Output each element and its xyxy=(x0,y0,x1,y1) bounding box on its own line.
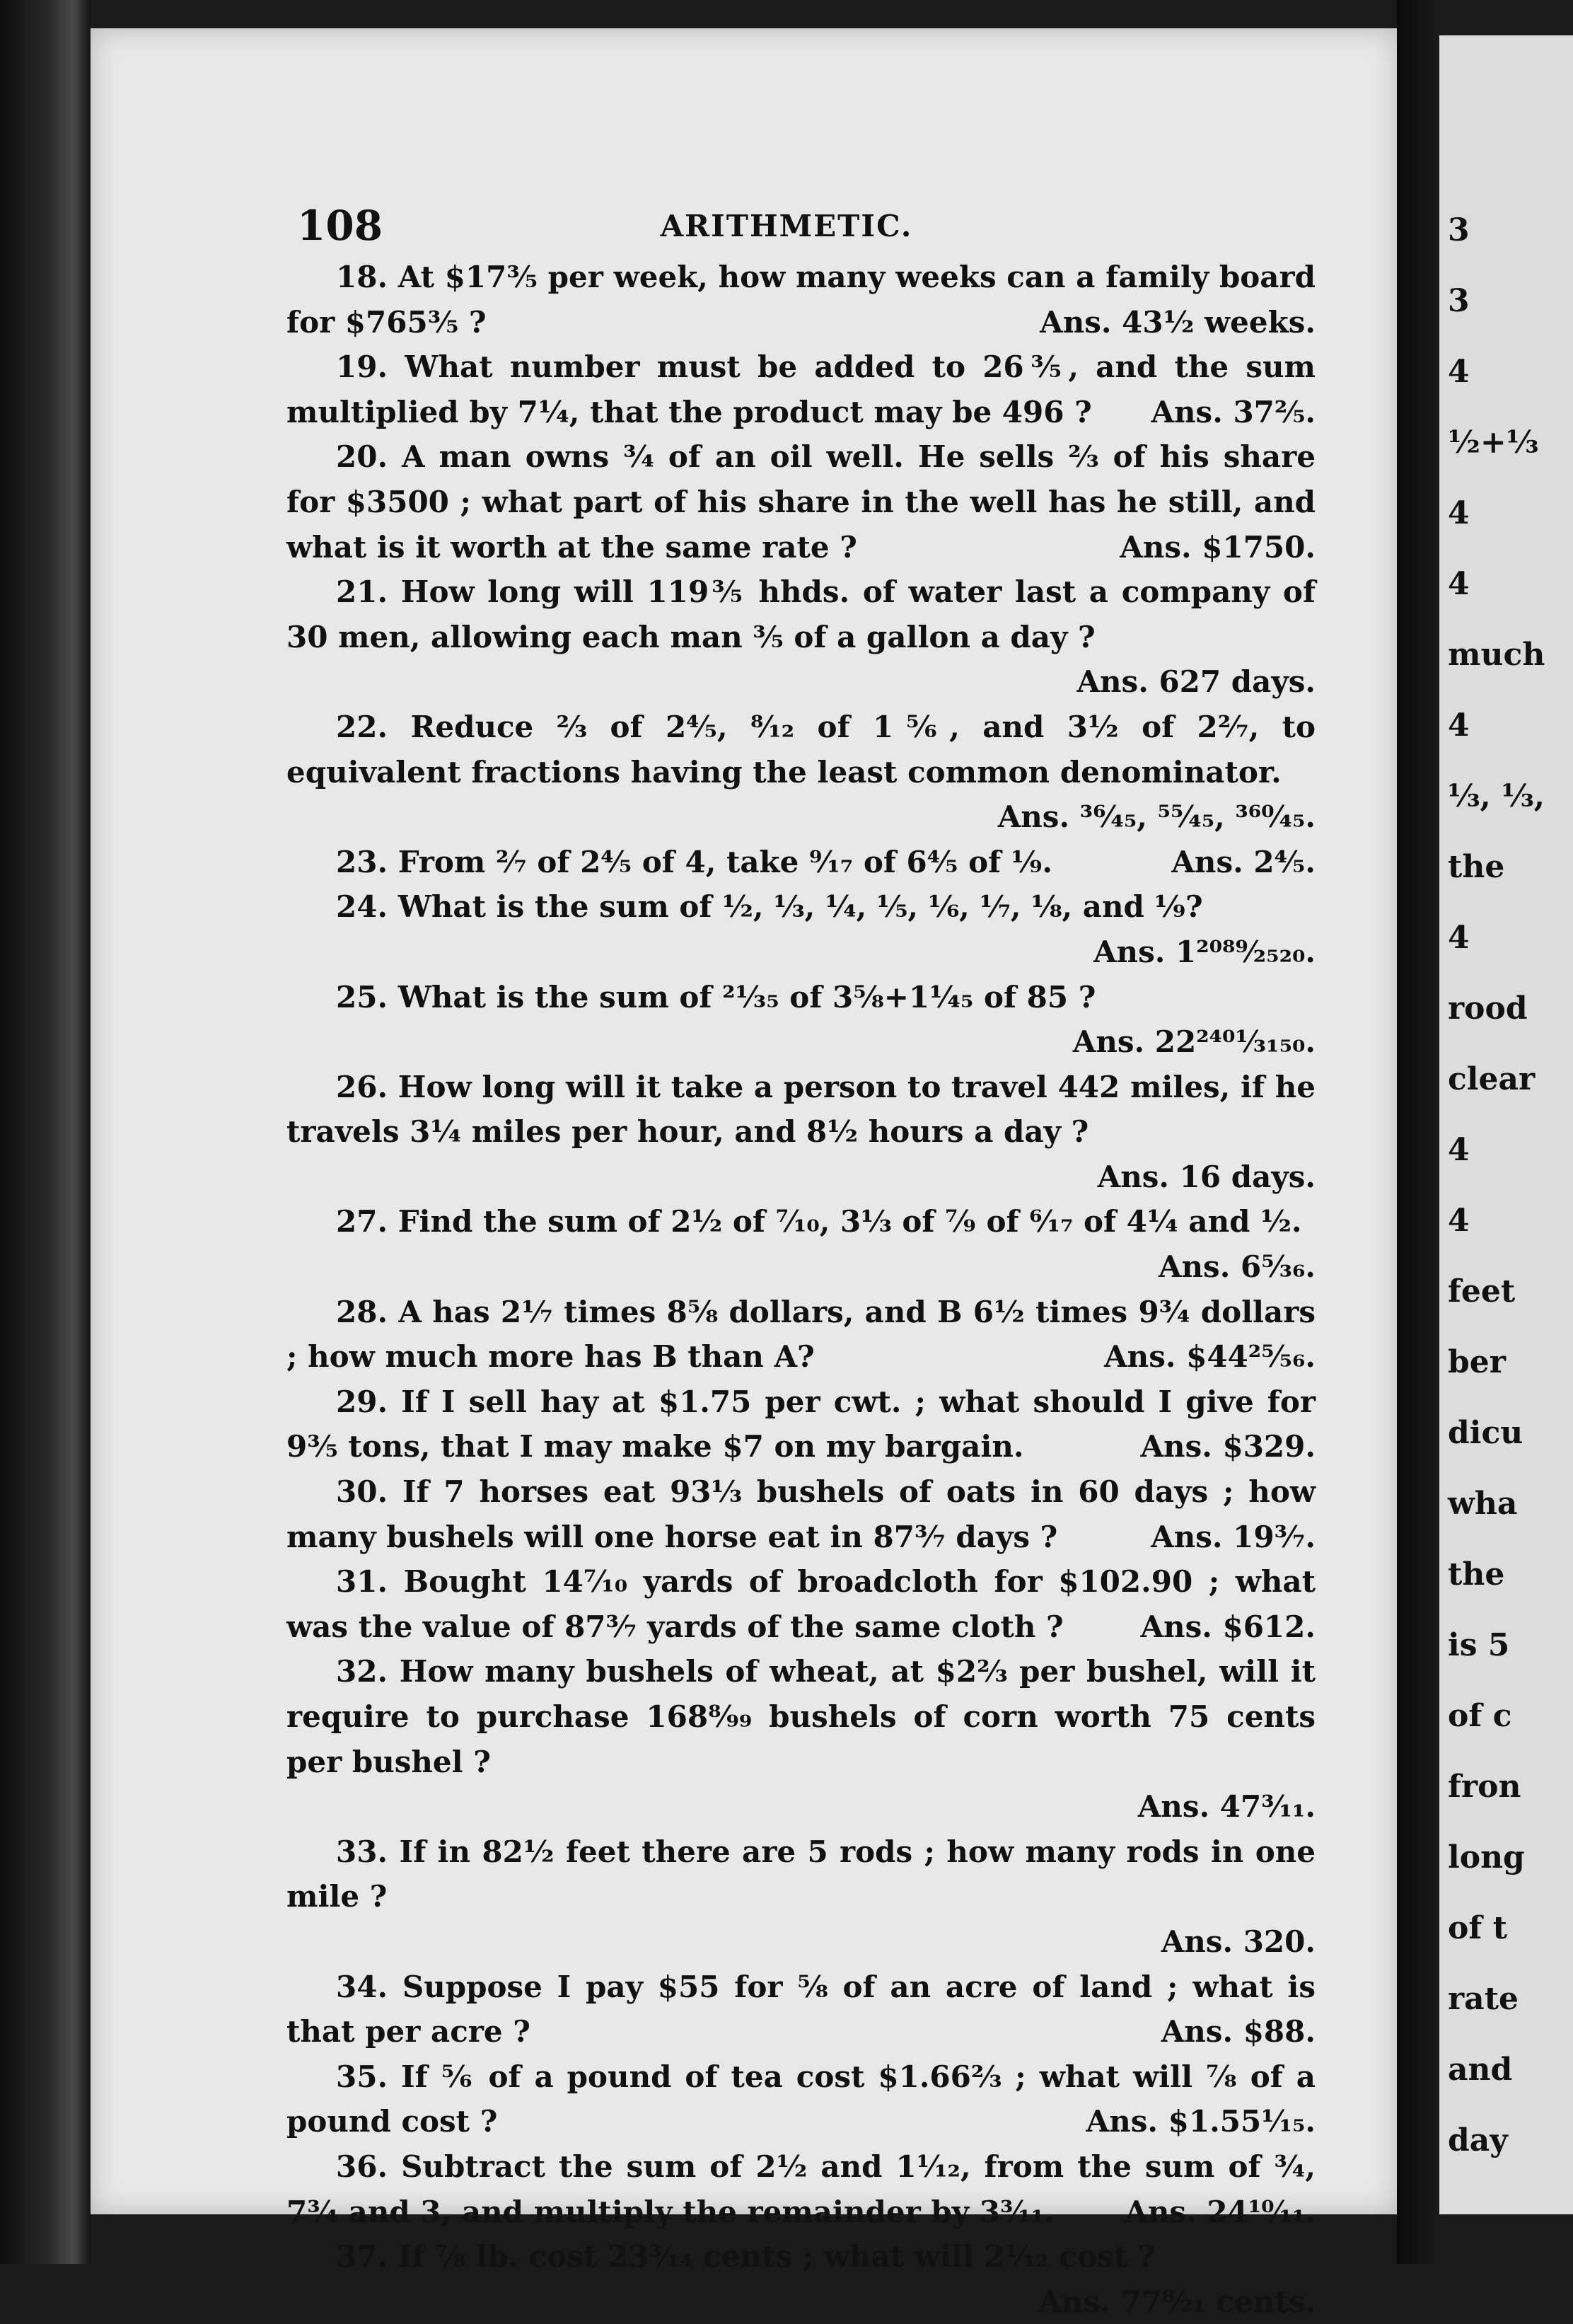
problem-answer: Ans. 320. xyxy=(1161,1924,1316,1959)
adjacent-page-text: 3 xyxy=(1448,283,1470,319)
adjacent-page-edge xyxy=(1439,35,1573,2214)
problem-item xyxy=(286,1065,1316,1200)
problem-item xyxy=(286,2144,1316,2234)
problem-text: Reduce ⅔ of 2⁴⁄₅, ⁸⁄₁₂ of 1⅚, and 3½ of 2²⁄₇, to equivalent fractions having the least common denominator. xyxy=(286,709,1316,790)
page-header xyxy=(297,202,1276,258)
problem-item xyxy=(286,1829,1316,1919)
problem-text: What number must be added to 26⅗, and the sum multiplied by 7¼, that the product may be 496 ? xyxy=(286,349,1316,429)
problem-item xyxy=(286,2054,1316,2144)
problem-item xyxy=(286,1290,1316,1380)
adjacent-page-text: wha xyxy=(1448,1486,1518,1522)
problem-item xyxy=(286,1380,1316,1469)
problem-item xyxy=(286,1469,1316,1559)
adjacent-page-text: rate xyxy=(1448,1981,1519,2017)
problem-number: 36. xyxy=(336,2149,388,2184)
answer-line xyxy=(286,1919,1316,1965)
adjacent-page-text: ber xyxy=(1448,1344,1506,1380)
adjacent-page-text: feet xyxy=(1448,1273,1516,1310)
problem-answer: Ans. $44²⁵⁄₅₆. xyxy=(1104,1339,1316,1375)
adjacent-page-text: much xyxy=(1448,637,1545,673)
book-binding-edge xyxy=(0,0,91,2264)
problem-text: How many bushels of wheat, at $2⅔ per bushel, will it require to purchase 168⁸⁄₉₉ bushels of corn worth 75 cents per bushel ? xyxy=(286,1654,1316,1779)
problem-text: What is the sum of ²¹⁄₃₅ of 3⅝+1¹⁄₄₅ of 85 ? xyxy=(397,979,1096,1014)
adjacent-page-text: 4 xyxy=(1448,1132,1470,1168)
adjacent-page-text: and xyxy=(1448,2052,1513,2088)
problem-answer: Ans. 2⁴⁄₅. xyxy=(1171,844,1316,879)
problem-item xyxy=(286,434,1316,570)
problem-number: 34. xyxy=(336,1969,388,2004)
problem-item xyxy=(286,1199,1316,1244)
problem-text: Find the sum of 2½ of ⁷⁄₁₀, 3⅓ of ⁷⁄₉ of ⁶⁄₁₇ of 4¼ and ½. xyxy=(397,1204,1302,1239)
problem-number: 33. xyxy=(336,1834,388,1869)
answer-line xyxy=(286,1784,1316,1829)
problem-list xyxy=(286,255,1316,2324)
problem-number: 18. xyxy=(336,260,388,294)
problem-item xyxy=(286,705,1316,840)
adjacent-page-text: ½+⅓ xyxy=(1448,424,1539,461)
problem-text: What is the sum of ½, ⅓, ¼, ⅕, ⅙, ⅐, ⅛, and ⅑? xyxy=(397,889,1203,925)
adjacent-page-text: fron xyxy=(1448,1769,1521,1805)
problem-item xyxy=(286,1649,1316,1784)
adjacent-page-text: 3 xyxy=(1448,212,1470,248)
problem-answer: Ans. 1²⁰⁸⁹⁄₂₅₂₀. xyxy=(1093,934,1316,969)
adjacent-page-text: 4 xyxy=(1448,1203,1470,1239)
problem-text: If ⅞ lb. cost 23³⁄₁₄ cents ; what will 2¹⁄₁₂ cost ? xyxy=(397,2239,1156,2274)
problem-answer: Ans. $612. xyxy=(1140,1609,1316,1644)
problem-answer: Ans. 22²⁴⁰¹⁄₃₁₅₀. xyxy=(1072,1024,1316,1060)
problem-number: 32. xyxy=(336,1654,388,1689)
problem-number: 35. xyxy=(336,2059,388,2094)
problem-answer: Ans. 37⅖. xyxy=(1151,394,1316,429)
problem-item xyxy=(286,1965,1316,2054)
problem-number: 37. xyxy=(336,2239,388,2274)
problem-text: If in 82½ feet there are 5 rods ; how many rods in one mile ? xyxy=(286,1834,1316,1914)
problem-number: 21. xyxy=(336,574,388,610)
problem-answer: Ans. 16 days. xyxy=(1097,1159,1316,1194)
problem-text: If I sell hay at $1.75 per cwt. ; what should I give for 9⅗ tons, that I may make $7 on my bargain. xyxy=(286,1384,1316,1464)
adjacent-page-text: 4 xyxy=(1448,920,1470,956)
adjacent-page-text: 4 xyxy=(1448,707,1470,744)
problem-text: Subtract the sum of 2½ and 1¹⁄₁₂, from the sum of ¾, 7¾ and 3, and multiply the remainder by 3³⁄₁₁. xyxy=(286,2149,1316,2229)
problem-text: If ⅚ of a pound of tea cost $1.66⅔ ; what will ⁷⁄₈ of a pound cost ? xyxy=(286,2059,1316,2139)
problem-answer: Ans. 77⁸⁄₂₁ cents. xyxy=(1038,2284,1316,2319)
problem-answer: Ans. 43½ weeks. xyxy=(1040,304,1316,340)
problem-text: From ²⁄₇ of 2⁴⁄₅ of 4, take ⁹⁄₁₇ of 6⁴⁄₅ of ⅑. xyxy=(397,844,1052,879)
adjacent-page-text: the xyxy=(1448,1556,1505,1592)
problem-text: How long will it take a person to travel 442 miles, if he travels 3¼ miles per hour, and 8½ hours a day ? xyxy=(286,1069,1316,1150)
adjacent-page-text: long xyxy=(1448,1839,1525,1875)
problem-answer: Ans. $88. xyxy=(1161,2014,1316,2050)
answer-line xyxy=(286,1244,1316,1290)
problem-number: 26. xyxy=(336,1069,388,1104)
running-title: ARITHMETIC. xyxy=(660,209,913,243)
problem-number: 25. xyxy=(336,979,388,1014)
problem-answer: Ans. $329. xyxy=(1140,1429,1316,1464)
adjacent-page-text: ⅓, ⅓, xyxy=(1448,778,1545,814)
adjacent-page-text: 4 xyxy=(1448,495,1470,531)
problem-item xyxy=(286,345,1316,434)
adjacent-page-text: 4 xyxy=(1448,566,1470,602)
problem-answer: Ans. 47³⁄₁₁. xyxy=(1137,1789,1316,1825)
adjacent-page-text: 4 xyxy=(1448,354,1470,390)
problem-number: 31. xyxy=(336,1564,388,1600)
adjacent-page-text: day xyxy=(1448,2122,1508,2158)
problem-answer: Ans. $1.55¹⁄₁₅. xyxy=(1086,2104,1316,2139)
problem-item xyxy=(286,2234,1316,2279)
problem-number: 20. xyxy=(336,439,388,475)
problem-number: 23. xyxy=(336,844,388,879)
problem-answer: Ans. $1750. xyxy=(1120,529,1316,565)
problem-item xyxy=(286,255,1316,345)
page-number: 108 xyxy=(297,202,383,250)
adjacent-page-text: of t xyxy=(1448,1910,1507,1946)
problem-number: 29. xyxy=(336,1384,388,1419)
problem-text: A has 2⅐ times 8⅝ dollars, and B 6½ times 9¾ dollars ; how much more has B than A? xyxy=(286,1294,1316,1375)
problem-number: 27. xyxy=(336,1204,388,1239)
problem-answer: Ans. 19³⁄₇. xyxy=(1151,1519,1316,1554)
adjacent-page-text: rood xyxy=(1448,990,1528,1027)
problem-item xyxy=(286,570,1316,705)
problem-number: 19. xyxy=(336,349,388,385)
problem-answer: Ans. 627 days. xyxy=(1076,664,1316,700)
adjacent-page-text: clear xyxy=(1448,1061,1536,1097)
problem-text: At $17⅗ per week, how many weeks can a family board for $765⅗ ? xyxy=(286,260,1316,340)
problem-text: If 7 horses eat 93⅓ bushels of oats in 60 days ; how many bushels will one horse eat in 87³⁄₇ days ? xyxy=(286,1474,1316,1554)
problem-text: How long will 119⅗ hhds. of water last a company of 30 men, allowing each man ⅗ of a gallon a day ? xyxy=(286,574,1316,654)
problem-text: Bought 14⁷⁄₁₀ yards of broadcloth for $102.90 ; what was the value of 87³⁄₇ yards of the same cloth ? xyxy=(286,1564,1316,1644)
problem-number: 28. xyxy=(336,1294,388,1329)
problem-answer: Ans. 24¹⁰⁄₁₁. xyxy=(1125,2194,1316,2229)
problem-number: 30. xyxy=(336,1474,388,1510)
problem-answer: Ans. 6⁵⁄₃₆. xyxy=(1158,1249,1316,1285)
problem-number: 24. xyxy=(336,889,388,925)
problem-text: A man owns ¾ of an oil well. He sells ⅔ of his share for $3500 ; what part of his share in the well has he still, and what is it worth at the same rate ? xyxy=(286,439,1316,565)
problem-item xyxy=(286,840,1316,885)
adjacent-page-text: is 5 xyxy=(1448,1627,1510,1663)
problem-text: Suppose I pay $55 for ⅝ of an acre of land ; what is that per acre ? xyxy=(286,1969,1316,2050)
problem-item xyxy=(286,1559,1316,1649)
problem-answer: Ans. ³⁶⁄₄₅, ⁵⁵⁄₄₅, ³⁶⁰⁄₄₅. xyxy=(997,799,1316,835)
adjacent-page-text: dicu xyxy=(1448,1415,1523,1451)
adjacent-page-text: of c xyxy=(1448,1698,1512,1734)
gutter-shadow xyxy=(1397,0,1439,2264)
problem-item xyxy=(286,884,1316,974)
problem-number: 22. xyxy=(336,709,388,744)
problem-item xyxy=(286,975,1316,1065)
adjacent-page-text: the xyxy=(1448,849,1505,885)
answer-line xyxy=(286,2279,1316,2324)
